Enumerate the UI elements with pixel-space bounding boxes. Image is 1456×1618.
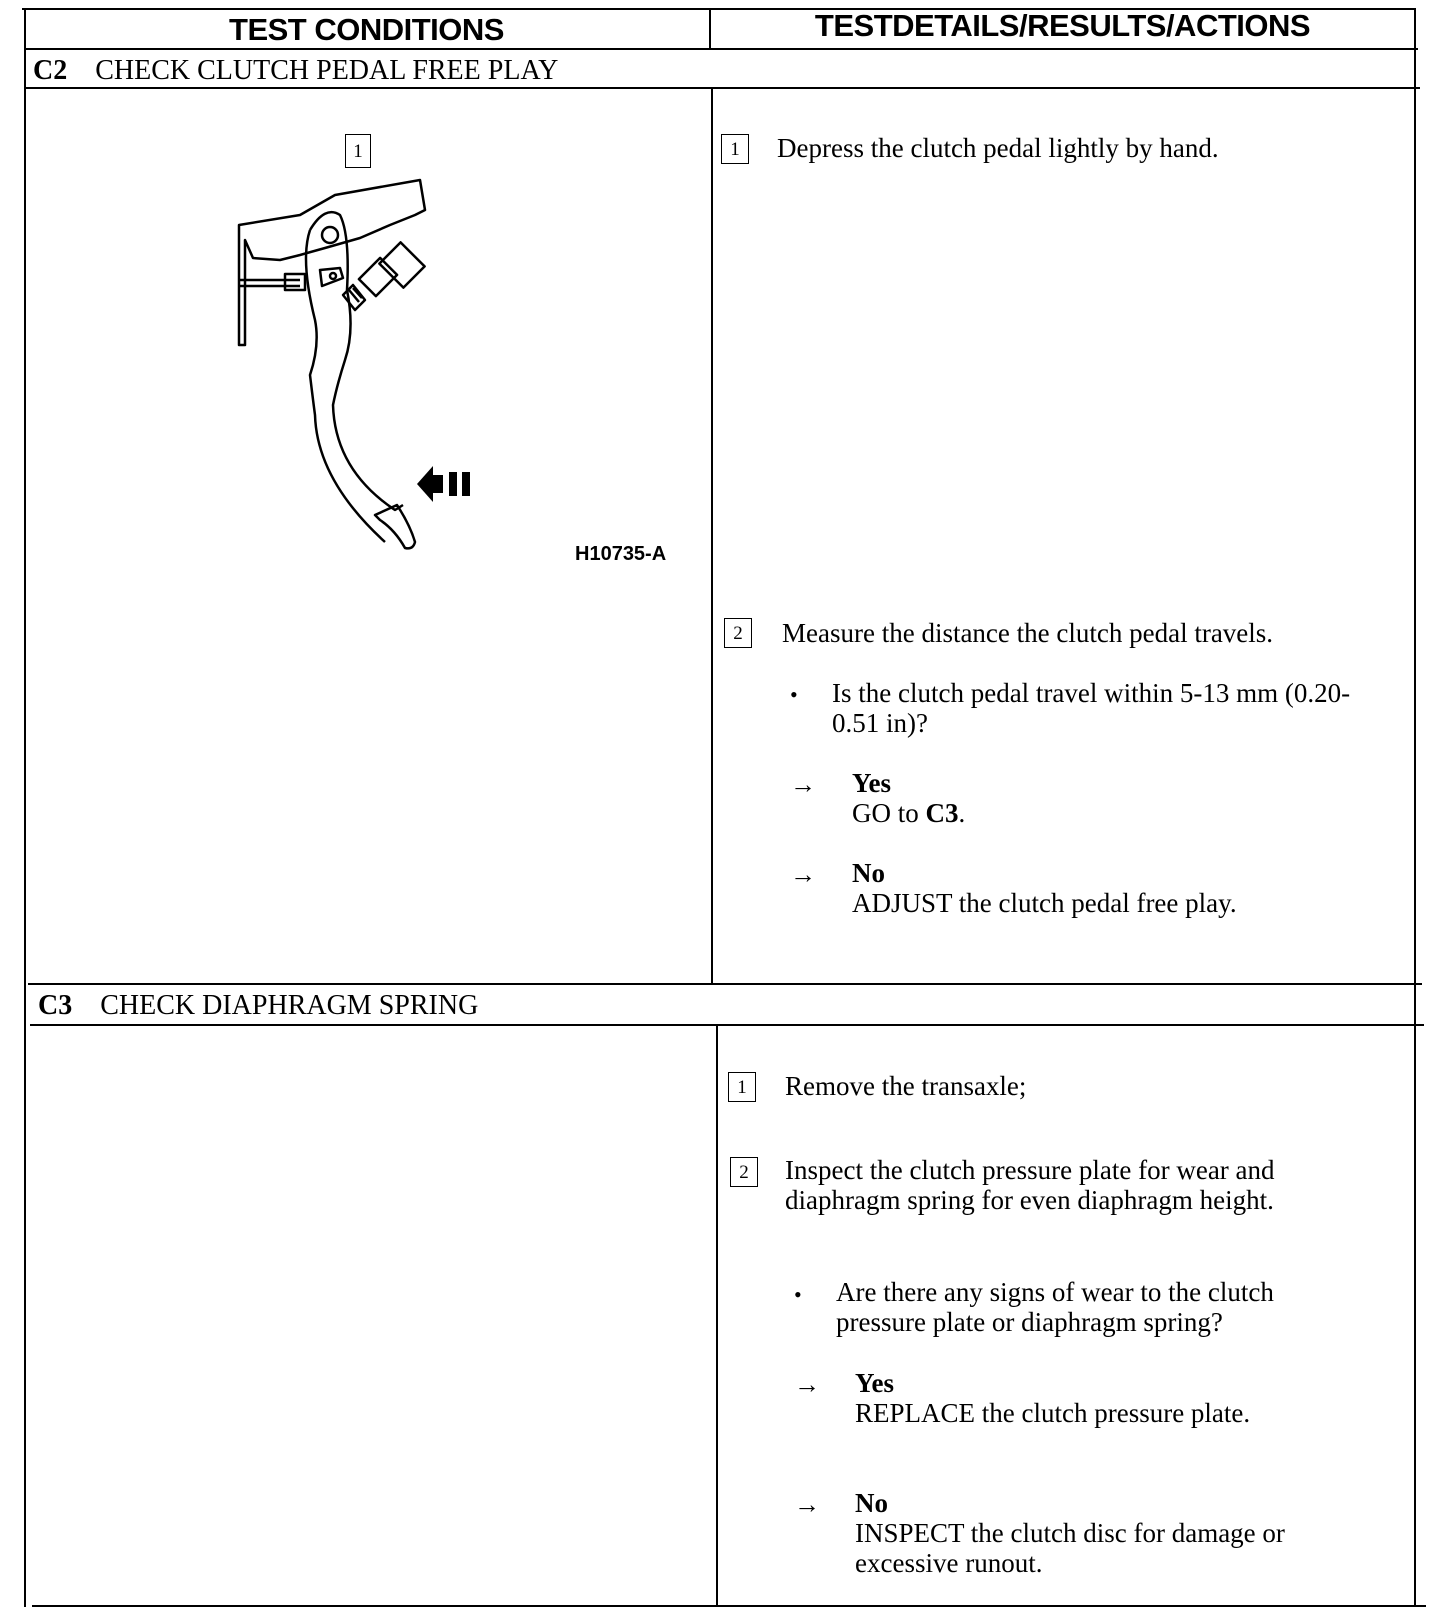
c2-title: CHECK CLUTCH PEDAL FREE PLAY xyxy=(95,55,559,86)
c3-no-arrow: → xyxy=(794,1490,820,1519)
c2-step2-text: Measure the distance the clutch pedal travels. xyxy=(782,618,1274,648)
c2-title-bottom-border xyxy=(26,87,1420,89)
table-left-border xyxy=(24,8,26,1607)
c2-no-arrow: → xyxy=(790,860,816,889)
c3-step1-text: Remove the transaxle; xyxy=(785,1071,1027,1101)
header-test-details: TESTDETAILS/RESULTS/ACTIONS xyxy=(814,8,1311,43)
c2-no-action: ADJUST the clutch pedal free play. xyxy=(852,888,1237,918)
c2-yes-action-suffix: . xyxy=(958,798,966,828)
c3-yes-answer xyxy=(855,1368,1395,1428)
c2-no-label: No xyxy=(852,858,885,888)
c2-column-divider xyxy=(711,87,713,985)
c2-question-text: Is the clutch pedal travel within 5-13 mm (0.20-0.51 in)? xyxy=(832,678,1351,738)
c3-question-text: Are there any signs of wear to the clutch pressure plate or diaphragm spring? xyxy=(836,1277,1274,1337)
c2-question-bullet: • xyxy=(790,682,798,707)
c3-title: CHECK DIAPHRAGM SPRING xyxy=(100,990,479,1021)
header-bottom-border xyxy=(24,48,1418,50)
c3-title-top-border xyxy=(28,983,1422,985)
c2-yes-arrow: → xyxy=(790,770,816,799)
c2-no-answer xyxy=(852,858,1392,918)
clutch-pedal-illustration xyxy=(225,170,505,575)
c3-section-title xyxy=(38,990,478,1022)
c3-no-answer xyxy=(855,1488,1365,1578)
c3-yes-arrow: → xyxy=(794,1370,820,1399)
c3-title-bottom-border xyxy=(30,1024,1424,1026)
c2-step2-box: 2 xyxy=(724,618,752,648)
c3-step2-box: 2 xyxy=(730,1157,758,1187)
header-test-conditions: TEST CONDITIONS xyxy=(229,12,504,47)
c3-column-divider xyxy=(716,1024,718,1607)
c2-step1-text: Depress the clutch pedal lightly by hand. xyxy=(777,133,1219,163)
c3-code: C3 xyxy=(38,990,73,1021)
c2-yes-label: Yes xyxy=(852,768,891,798)
c2-yes-action-prefix: GO to xyxy=(852,798,926,828)
c2-code: C2 xyxy=(33,55,68,86)
c2-figure-label: H10735-A xyxy=(575,543,667,565)
c3-yes-action: REPLACE the clutch pressure plate. xyxy=(855,1398,1251,1428)
c3-question-bullet: • xyxy=(794,1282,802,1307)
c2-step1-box: 1 xyxy=(721,134,749,164)
c3-step1-box: 1 xyxy=(728,1072,756,1102)
table-bottom-border xyxy=(32,1605,1426,1607)
c2-yes-action-target: C3 xyxy=(925,798,959,828)
c3-no-label: No xyxy=(855,1488,888,1518)
c2-section-title xyxy=(33,55,558,87)
c2-figure-step-box: 1 xyxy=(345,134,371,168)
c2-yes-answer xyxy=(852,768,1372,828)
c3-step2-text: Inspect the clutch pressure plate for wear and diaphragm spring for even diaphragm height. xyxy=(785,1155,1275,1215)
table-right-border xyxy=(1414,8,1416,1607)
c3-no-action: INSPECT the clutch disc for damage or excessive runout. xyxy=(855,1518,1285,1578)
c3-yes-label: Yes xyxy=(855,1368,894,1398)
